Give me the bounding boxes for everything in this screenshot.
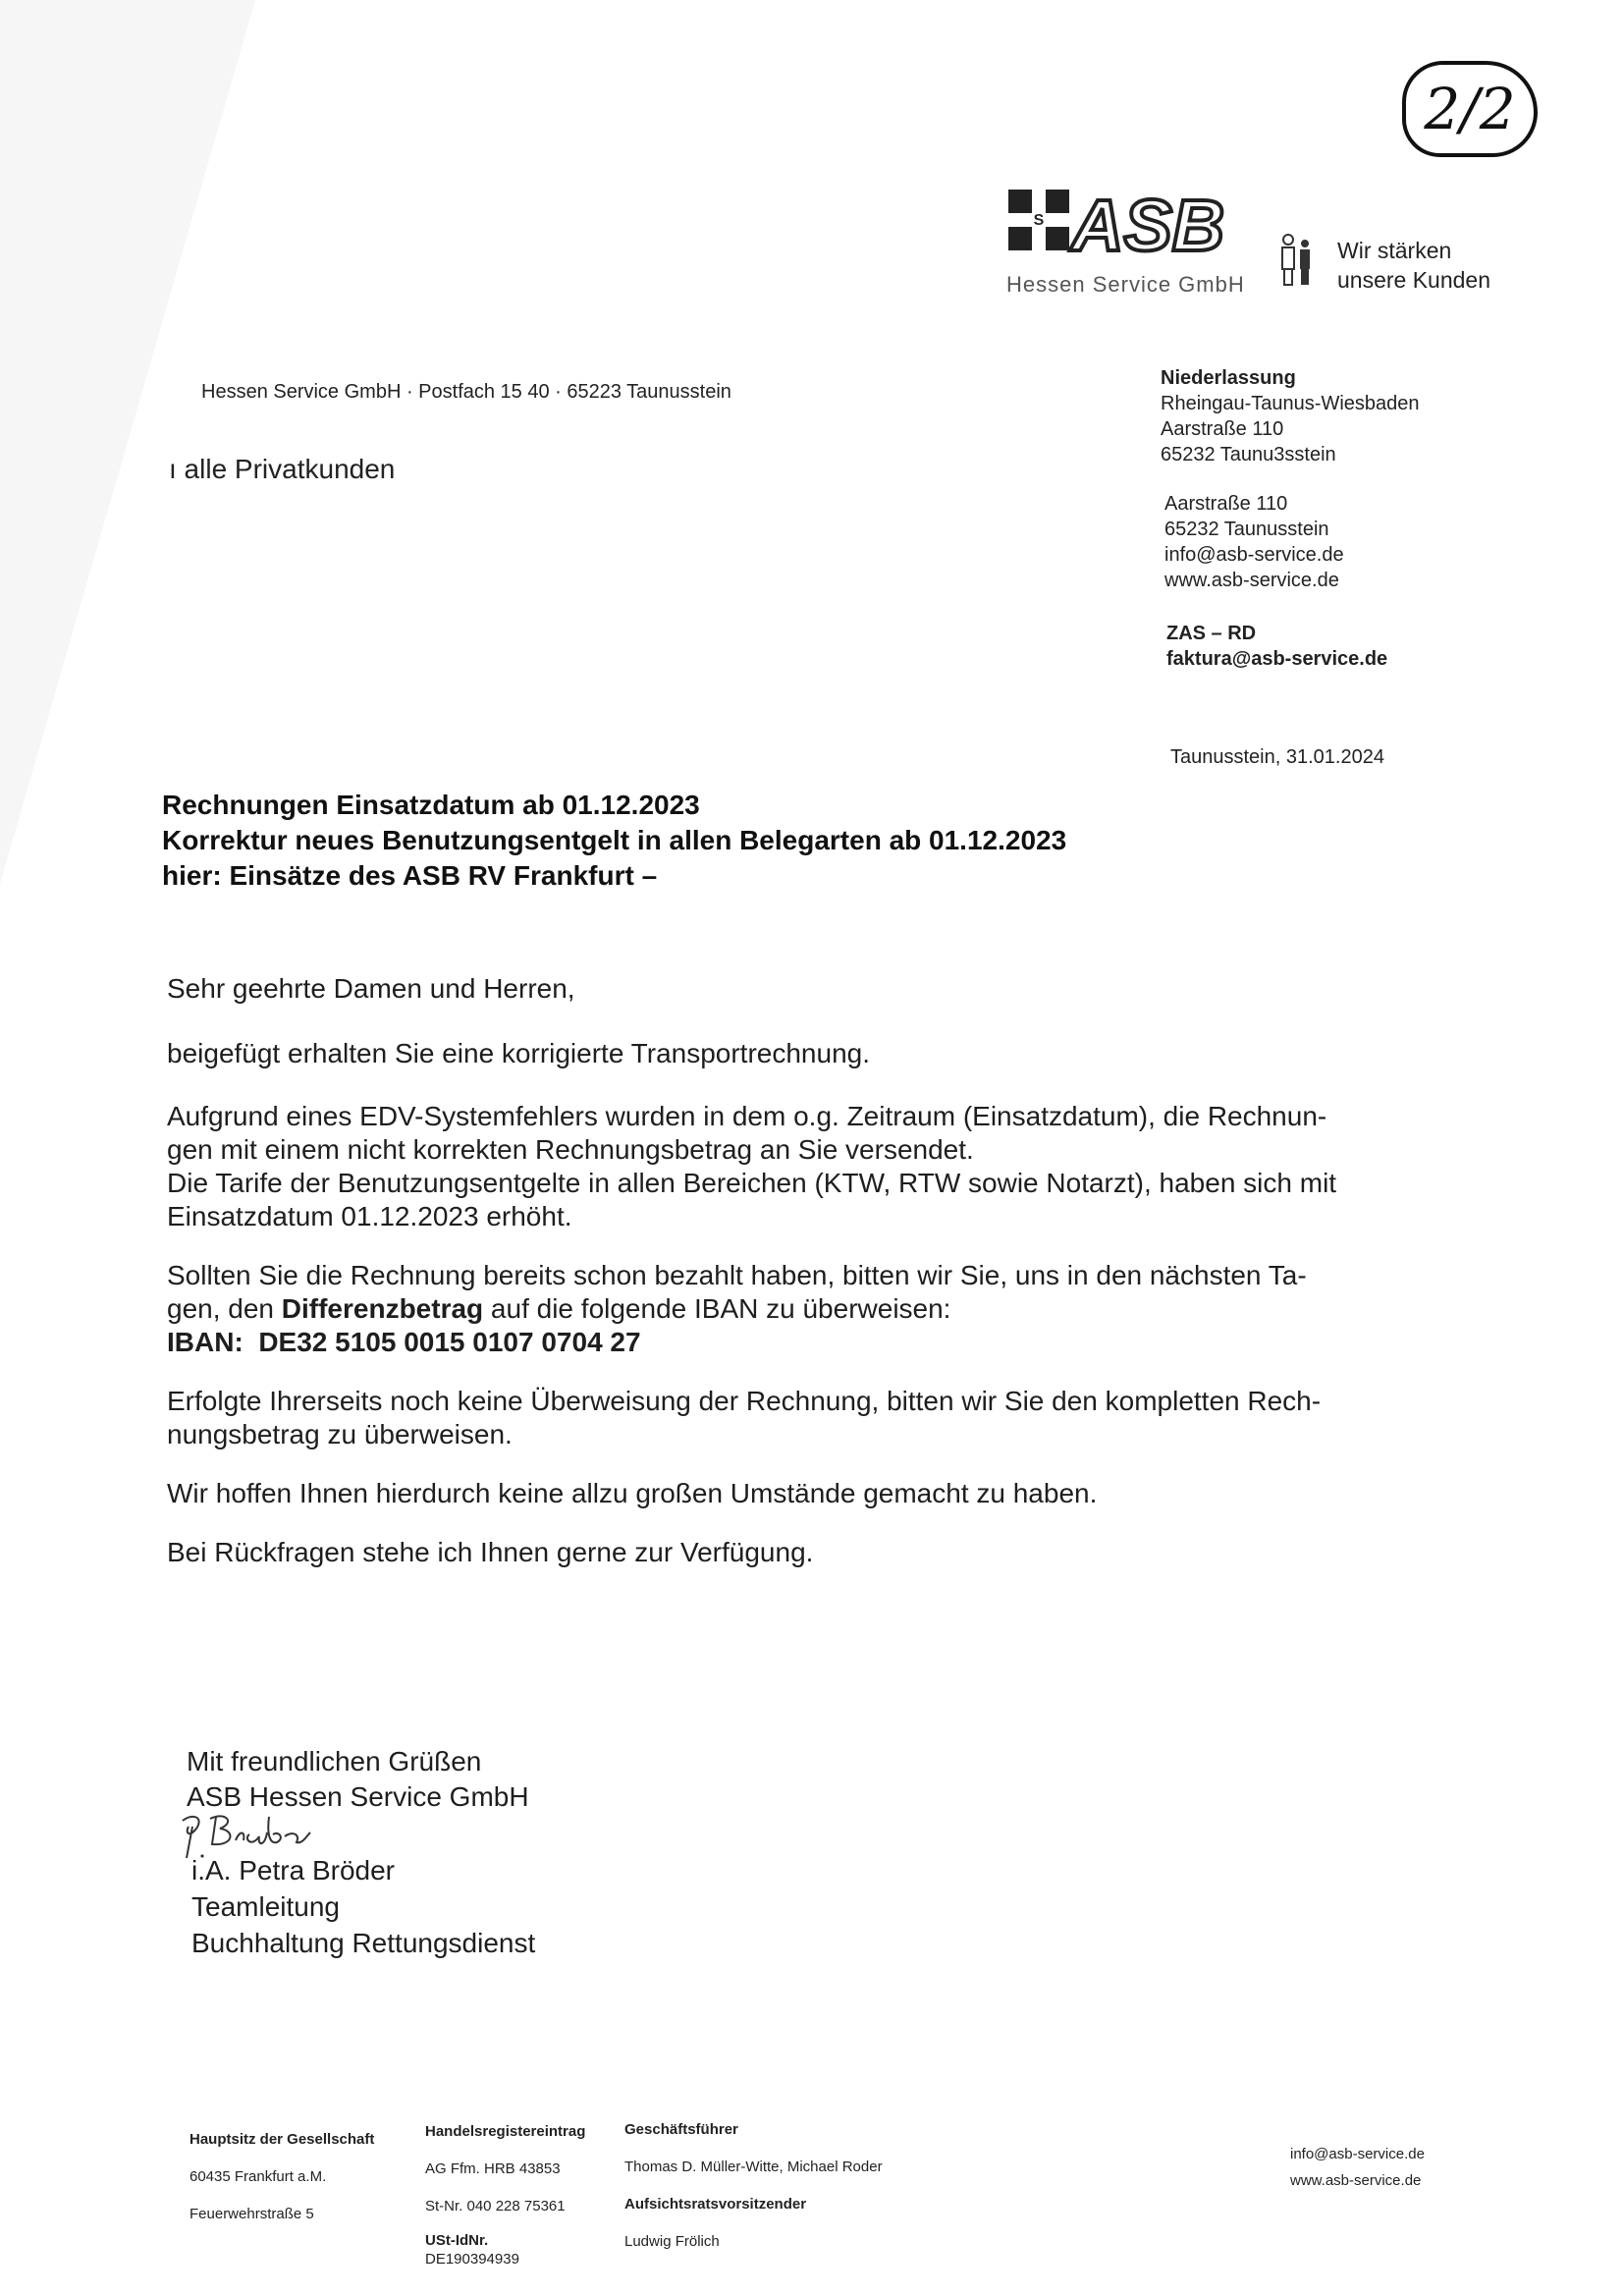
subject-line-3: hier: Einsätze des ASB RV Frankfurt – (162, 860, 658, 891)
subject-block (162, 788, 1066, 894)
branch-block (1161, 365, 1420, 467)
footer-email[interactable]: info@asb-service.de (1290, 2146, 1425, 2162)
footer-headquarters-heading: Hauptsitz der Gesellschaft (189, 2131, 375, 2148)
contact-block (1164, 491, 1344, 593)
paragraph-4-line-2: nungsbetrag zu überweisen. (167, 1419, 513, 1449)
footer-web[interactable]: www.asb-service.de (1290, 2172, 1422, 2189)
date-line: Taunusstein, 31.01.2024 (1170, 746, 1384, 768)
paragraph-6: Bei Rückfragen stehe ich Ihnen gerne zur Verfügung. (167, 1537, 814, 1567)
scan-shadow (0, 0, 255, 884)
slogan-line-2: unsere Kunden (1337, 267, 1491, 293)
paragraph-4-line-1: Erfolgte Ihrerseits noch keine Überweisung der Rechnung, bitten wir Sie den kompletten Rech- (167, 1386, 1322, 1416)
paragraph-3 (167, 1259, 1424, 1359)
branch-line-2: Aarstraße 110 (1161, 418, 1284, 440)
footer-col-contact (1290, 2141, 1425, 2194)
people-icon (1278, 234, 1314, 287)
branch-line-1: Rheingau-Taunus-Wiesbaden (1161, 393, 1420, 414)
signer-title-1: Teamleitung (191, 1891, 340, 1922)
iban-label: IBAN: (167, 1327, 243, 1357)
difference-amount-label: Differenzbetrag (281, 1293, 484, 1324)
closing-greeting: Mit freundlichen Grüßen (187, 1746, 482, 1777)
page-marker: 2/2 (1402, 61, 1538, 157)
sender-line: Hessen Service GmbH · Postfach 15 40 · 65223 Taunusstein (201, 381, 731, 403)
paragraph-1: beigefügt erhalten Sie eine korrigierte Transportrechnung. (167, 1038, 870, 1068)
signer-title-2: Buchhaltung Rettungsdienst (191, 1928, 536, 1958)
contact-email[interactable]: info@asb-service.de (1164, 544, 1344, 566)
iban-value: DE32 5105 0015 0107 0704 27 (258, 1327, 641, 1357)
branch-line-3: 65232 Taunu3sstein (1161, 444, 1336, 465)
footer-register-taxno: St-Nr. 040 228 75361 (425, 2198, 566, 2214)
logo-badge: S (1033, 212, 1045, 229)
salutation: Sehr geehrte Damen und Herren, (167, 973, 575, 1004)
footer-col-management (624, 2111, 883, 2261)
footer-board-name: Ludwig Frölich (624, 2233, 720, 2250)
signer-block (191, 1852, 535, 1961)
footer-headquarters-city: 60435 Frankfurt a.M. (189, 2168, 327, 2185)
subject-line-2: Korrektur neues Benutzungsentgelt in allen Belegarten ab 01.12.2023 (162, 825, 1067, 855)
paragraph-3-line-2a: gen, den (167, 1293, 282, 1324)
contact-web[interactable]: www.asb-service.de (1164, 570, 1339, 591)
company-subtitle: Hessen Service GmbH (1006, 272, 1245, 297)
slogan (1337, 236, 1490, 295)
paragraph-5: Wir hoffen Ihnen hierdurch keine allzu großen Umstände gemacht zu haben. (167, 1478, 1098, 1508)
letter-body (167, 972, 1424, 1595)
footer-headquarters-street: Feuerwehrstraße 5 (189, 2206, 314, 2222)
department-email[interactable]: faktura@asb-service.de (1166, 648, 1388, 670)
subject-line-1: Rechnungen Einsatzdatum ab 01.12.2023 (162, 790, 700, 820)
footer-management-heading: Geschäftsführer (624, 2121, 738, 2138)
paragraph-2-line-1: Aufgrund eines EDV-Systemfehlers wurden in dem o.g. Zeitraum (Einsatzdatum), die Rechnun- (167, 1101, 1327, 1131)
recipient: ı alle Privatkunden (169, 454, 396, 484)
signer-name: i.A. Petra Bröder (191, 1855, 395, 1886)
paragraph-3-line-2b: auf die folgende IBAN zu überweisen: (483, 1293, 951, 1324)
closing-company: ASB Hessen Service GmbH (187, 1781, 529, 1812)
footer-vat-value: DE190394939 (425, 2251, 519, 2268)
footer-register-hrb: AG Ffm. HRB 43853 (425, 2160, 561, 2177)
contact-street: Aarstraße 110 (1164, 493, 1288, 515)
branch-heading: Niederlassung (1161, 367, 1296, 389)
closing-block (187, 1744, 529, 1815)
footer-board-heading: Aufsichtsratsvorsitzender (624, 2196, 807, 2213)
department-name: ZAS – RD (1166, 623, 1257, 644)
paragraph-2-line-3: Die Tarife der Benutzungsentgelte in allen Bereichen (KTW, RTW sowie Notarzt), haben sich mit (167, 1168, 1337, 1198)
contact-city: 65232 Taunusstein (1164, 519, 1329, 540)
footer-col-headquarters (189, 2121, 374, 2233)
footer-register-heading: Handelsregistereintrag (425, 2123, 586, 2140)
paragraph-2-line-4: Einsatzdatum 01.12.2023 erhöht. (167, 1201, 572, 1231)
footer-vat-heading: USt-IdNr. (425, 2232, 489, 2249)
paragraph-3-line-1: Sollten Sie die Rechnung bereits schon bezahlt haben, bitten wir Sie, uns in den nächsten Ta- (167, 1260, 1307, 1290)
logo-text: ASB (1071, 185, 1225, 266)
paragraph-2-line-2: gen mit einem nicht korrekten Rechnungsbetrag an Sie versendet. (167, 1134, 974, 1165)
footer-management-names: Thomas D. Müller-Witte, Michael Roder (624, 2159, 883, 2175)
footer-col-register (425, 2113, 585, 2269)
slogan-line-1: Wir stärken (1337, 238, 1452, 263)
paragraph-4 (167, 1385, 1424, 1451)
department-block (1166, 621, 1387, 672)
paragraph-2 (167, 1100, 1424, 1233)
